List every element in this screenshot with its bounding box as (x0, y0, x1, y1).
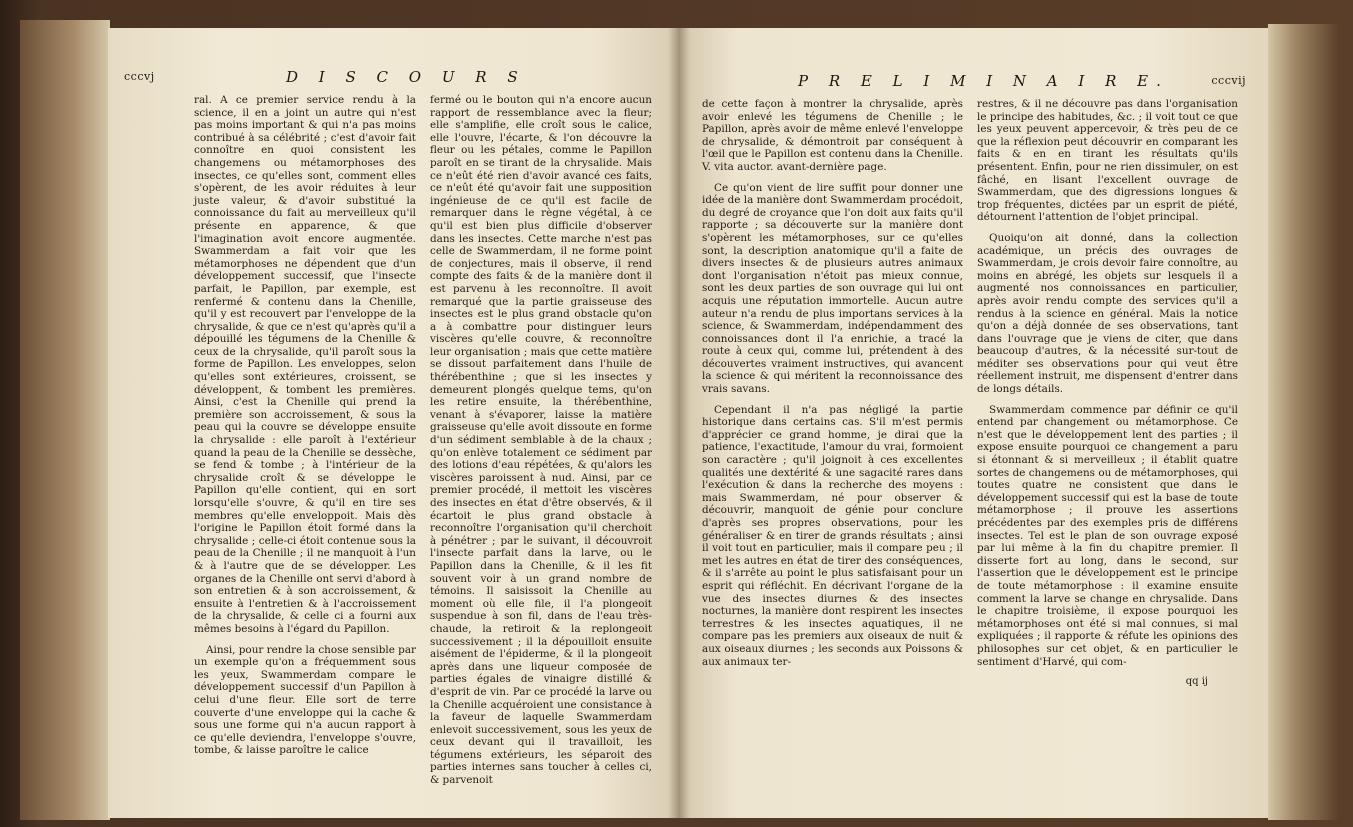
paragraph: Ainsi, pour rendre la chose sensible par un exemple qu'on a fréquemment sous les yeux, Swammerdam compare le développement successif d'un Papillon à celui d'une fleur. Elle sort de terre couverte d'une enveloppe qui la cache & sous une forme qui n'a aucun rapport à ce qu'elle deviendra, l'enveloppe s'ouvre, tombe, & laisse paroître le calice (194, 643, 416, 757)
left-running-header (124, 68, 652, 90)
book-gutter (668, 28, 690, 818)
left-page-number: cccvj (124, 70, 155, 83)
paragraph: Quoiqu'on ait donné, dans la collection académique, un précis des ouvrages de Swammerdam, je crois devoir faire connoître, au moins en abrégé, les objets sur lesquels il a augmenté nos connoissances en particulier, après avoir rendu compte des services qu'il a rendus à la science en général. Mais la notice qu'on a déjà donnée de ses observations, tant dans l'ouvrage que je viens de citer, que dans beaucoup d'autres, & la nécessité sur-tout de méditer ses observations pour qui veut être réellement instruit, me dispensent d'entrer dans de longs détails. (977, 231, 1238, 396)
right-page-number: cccvij (1211, 74, 1246, 87)
right-column-2 (977, 98, 1238, 689)
right-running-header (702, 72, 1246, 94)
paragraph: Cependant il n'a pas négligé la partie historique dans certains cas. S'il m'est permis d'apprécier ce grand homme, je dirai que la patience, l'exactitude, l'amour du vrai, formoient son caractère ; qu'il joignoit à ces excellentes qualités une dextérité & une sagacité rares dans l'exécution & dans la recherche des moyens : mais Swammerdam, né pour observer & découvrir, manquoit de génie pour conclure d'après ses propres observations, pour les généraliser & en tirer de grands résultats ; ainsi il voit tout en particulier, mais il compare peu ; il met les autres en état de tirer des conséquences, & il s'arrête au point le plus satisfaisant pour un esprit qui réfléchit. En décrivant l'organe de la vue des insectes diurnes & des insectes nocturnes, la manière dont respirent les insectes terrestres & les insectes aquatiques, il ne compare pas les premiers aux oiseaux de nuit & aux oiseaux diurnes ; les seconds aux Poissons & aux animaux ter- (702, 403, 963, 668)
left-running-head: D I S C O U R S (286, 68, 526, 86)
right-column-1 (702, 98, 963, 689)
right-page (678, 28, 1268, 818)
left-column-1 (194, 94, 416, 795)
paragraph: fermé ou le bouton qui n'a encore aucun rapport de ressemblance avec la fleur; elle s'amplifie, elle croît sous le calice, elle l'ouvre, l'écarte, & l'on découvre la fleur ou les pétales, comme le Papillon paroît en se tirant de la chrysalide. Mais ce n'eût été rien d'avoir avancé ces faits, ce n'eût été qu'avoir fait une supposition ingénieuse de ce qu'il est facile de remarquer dans le règne végétal, à ce qu'il est bien plus difficile d'observer dans les insectes. Cette marche n'est pas celle de Swammerdam, il ne forme point de conjectures, mais il observe, il rend compte des faits & de la manière dont il est parvenu à les reconnoître. Il avoit remarqué que la partie graisseuse des insectes est le plus grand obstacle qu'on a à combattre pour distinguer leurs viscères qu'elle couvre, & reconnoître leur organisation ; mais que cette matière se dissout parfaitement dans l'huile de thérébenthine ; que si les insectes y demeurent plongés quelque tems, qu'on les retire ensuite, la thérébenthine, venant à s'évaporer, laisse la matière graisseuse qu'elle avoit dissoute en forme d'un sédiment semblable à de la chaux ; qu'on enlève totalement ce sédiment par des lotions d'eau répétées, & qu'alors les viscères paroissent à nud. Ainsi, par ce premier procédé, il mettoit les viscères des insectes en état d'être observés, & il écartoit le plus grand obstacle à reconnoître l'organisation qu'il cherchoit à pénétrer ; par le suivant, il découvroit l'insecte parfait dans la larve, ou le Papillon dans la Chenille, & il les fit souvent voir à un grand nombre de témoins. Il saisissoit la Chenille au moment où elle file, il l'a plongeoit suspendue à son fil, dans de l'eau très-chaude, la retiroit & la replongeoit successivement ; il la dépouilloit ensuite aisément de l'épiderme, & il la plongeoit après dans une liqueur composée de parties égales de vinaigre distillé & d'esprit de vin. Par ce procédé la larve ou la Chenille acquéroient une consistance à la faveur de laquelle Swammerdam enlevoit successivement, sous les yeux de ceux devant qui il travailloit, les tégumens extérieurs, les séparoit des parties internes sans toucher à celles ci, & parvenoit (430, 94, 652, 787)
paragraph: restres, & il ne découvre pas dans l'organisation le principe des habitudes, &c. ; il voit tout ce que les yeux peuvent appercevoir, & très peu de ce que la réflexion peut découvrir en comparant les faits & en en tirant les résultats qu'ils présentent. Enfin, pour ne rien dissimuler, on est fâché, en lisant l'excellent ouvrage de Swammerdam, que des digressions longues & trop fréquentes, dictées par un esprit de piété, détournent l'attention de l'objet principal. (977, 98, 1238, 224)
left-column-2 (430, 94, 652, 795)
paragraph: Ce qu'on vient de lire suffit pour donner une idée de la manière dont Swammerdam procédoit, du degré de croyance que l'on doit aux faits qu'il rapporte ; sa découverte sur la manière dont s'opèrent les métamorphoses, sur ce qu'elles sont, la description anatomique qu'il a faite de divers insectes & de plusieurs autres animaux dont l'organisation n'étoit pas mieux connue, sont les deux parties de son ouvrage qui lui ont acquis une réputation immortelle. Aucun autre auteur n'a rendu de plus importans services à la science, & Swammerdam, indépendamment des connoissances dont il l'a enrichie, a tracé la route à ceux qui, comme lui, prétendent à des découvertes vraiment instructives, qui avancent la science & qui méritent la reconnoissance des vrais savans. (702, 181, 963, 396)
paragraph: de cette façon à montrer la chrysalide, après avoir enlevé les tégumens de Chenille ; le Papillon, après avoir de même enlevé l'enveloppe de chrysalide, & démontroit par conséquent à l'œil que le Papillon est contenu dans la Chenille. V. vita auctor. avant-dernière page. (702, 98, 963, 173)
left-page (108, 28, 678, 818)
right-page-edges (1268, 24, 1338, 820)
paragraph: ral. A ce premier service rendu à la science, il en a joint un autre qui n'est pas moins important & qui n'a pas moins contribué à sa célébrité ; c'est d'avoir fait connoître en quoi consistent les changemens ou métamorphoses des insectes, ce qu'elles sont, comment elles s'opèrent, de les avoir réduites à leur juste valeur, & d'avoir substitué la connoissance du fait au merveilleux qu'il présente en apparence, & que l'imagination avoit encore augmentée. Swammerdam a fait voir que les métamorphoses ne dépendent que d'un développement successif, que l'insecte parfait, le Papillon, par exemple, est renfermé & contenu dans la Chenille, qu'il y est recouvert par l'enveloppe de la chrysalide, & que ce n'est qu'après qu'il a dépouillé les tégumens de la Chenille & ceux de la chrysalide, qu'il paroît sous la forme de Papillon. Les enveloppes, selon qu'elles sont extérieures, croissent, se développent, & tombent les premières. Ainsi, c'est la Chenille qui prend la première son accroissement, & sous la peau qui la couvre se développe ensuite la chrysalide : elle paroît à l'extérieur quand la peau de la Chenille se dessèche, se fend & tombe ; à l'intérieur de la chrysalide croît & se développe le Papillon qu'elle contient, qui en sort lorsqu'elle s'ouvre, & qu'il en tire ses membres qu'elle enveloppoit. Mais dès l'origine le Papillon étoit formé dans la chrysalide ; celle-ci étoit contenue sous la peau de la Chenille ; il ne manquoit à l'un & à l'autre que de se développer. Les organes de la Chenille ont servi d'abord à son entretien & à son accroissement, & ensuite à l'entretien & à l'accroissement de la chrysalide, & celle ci a fourni aux mêmes besoins à l'égard du Papillon. (194, 94, 416, 635)
right-running-head: P R E L I M I N A I R E. (798, 72, 1169, 90)
paragraph: Swammerdam commence par définir ce qu'il entend par changement ou métamorphose. Ce n'est que le développement lent des parties ; il expose ensuite pourquoi ce changement a paru si étonnant & si merveilleux ; il établit quatre sortes de changemens ou de métamorphoses, qui toutes quatre ne consistent que dans le développement successif qui est la base de toute métamorphose ; il prouve les assertions précédentes par des exemples pris de différens insectes. Tel est le plan de son ouvrage exposé par lui même à la fin du chapitre premier. Il disserte fort au long, dans le second, sur l'assertion que le développement est le principe de toute métamorphose : il examine ensuite comment la larve se change en chrysalide. Dans le chapitre troisième, il expose pourquoi les métamorphoses ont été si mal connues, si mal expliquées ; il rapporte & réfute les opinions des philosophes sur cet objet, & en particulier le sentiment d'Harvé, qui com- (977, 403, 1238, 668)
left-page-edges (20, 20, 110, 820)
signature-mark: qq ij (1185, 676, 1208, 688)
